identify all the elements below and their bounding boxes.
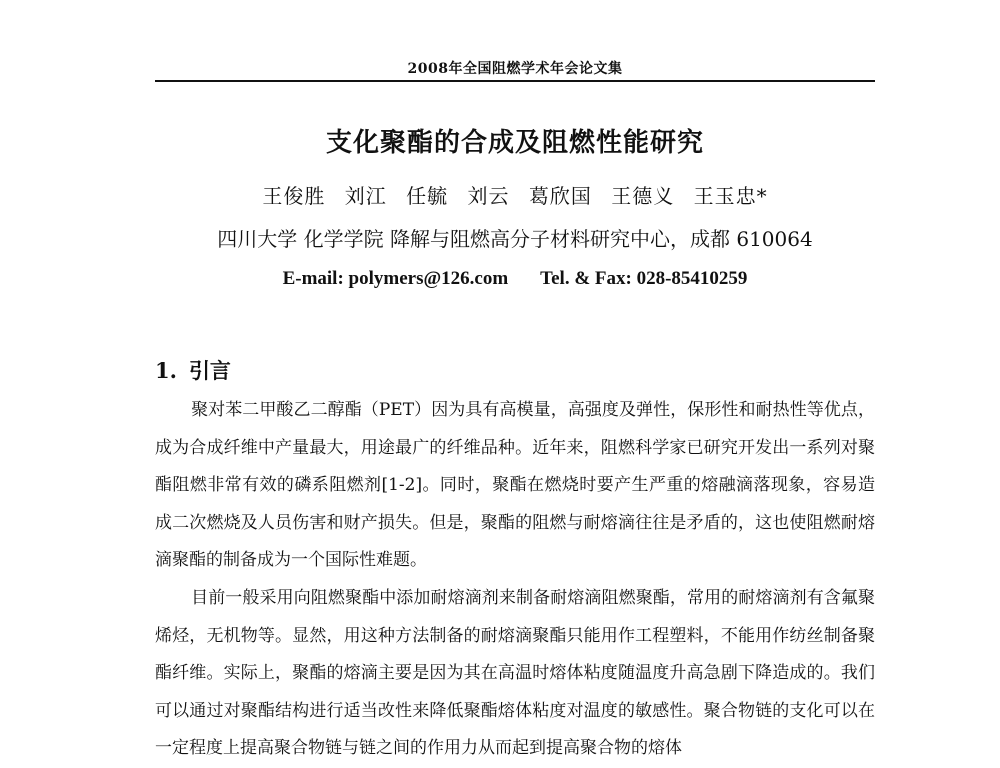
section-heading [155,355,231,385]
section-number: 1. [155,358,177,383]
header-rule [155,80,875,82]
paragraph [155,580,875,768]
author-list [155,180,875,209]
paragraph [155,392,875,580]
contact-line [155,268,875,290]
paragraph-text: 目前一般采用向阻燃聚酯中添加耐熔滴剂来制备耐熔滴阻燃聚酯，常用的耐熔滴剂有含氟聚烯烃，无机物等。显然，用这种方法制备的耐熔滴聚酯只能用作工程塑料，不能用作纺丝制备聚酯纤维。实际上，聚酯的熔滴主要是因为其在高温时熔体粘度随温度升高急剧下降造成的。我们可以通过对聚酯结构进行适当改性来降低聚酯熔体粘度对温度的敏感性。聚合物链的支化可以在一定程度上提高聚合物链与链之间的作用力从而起到提高聚合物的熔体 [155,588,875,759]
section-title: 引言 [188,358,231,383]
affiliation: 四川大学 化学学院 降解与阻燃高分子材料研究中心，成都 610064 [217,227,813,251]
paragraph-text: 聚对苯二甲酸乙二醇酯（PET）因为具有高模量，高强度及弹性，保形性和耐热性等优点，成为合成纤维中产量最大，用途最广的纤维品种。近年来，阻燃科学家已研究开发出一系列对聚酯阻燃非常有效的磷系阻燃剂[1-2]。同时，聚酯在燃烧时要产生严重的熔融滴落现象，容易造成二次燃烧及人员伤害和财产损失。但是，聚酯的阻燃与耐熔滴往往是矛盾的，这也使阻燃耐熔滴聚酯的制备成为一个国际性难题。 [155,400,875,571]
author-name: 任毓 [406,184,449,208]
contact-phone: Tel. & Fax: 028-85410259 [540,268,748,289]
contact-email: E-mail: polymers@126.com [282,268,509,289]
author-name: 王玉忠* [693,184,768,208]
author-name: 刘江 [344,184,387,208]
paper-title: 支化聚酯的合成及阻燃性能研究 [325,128,704,158]
running-header: 2008年全国阻燃学术年会论文集 [407,61,623,77]
author-name: 王德义 [611,184,675,208]
author-name: 王俊胜 [262,184,326,208]
author-name: 葛欣国 [528,184,592,208]
author-name: 刘云 [467,184,510,208]
